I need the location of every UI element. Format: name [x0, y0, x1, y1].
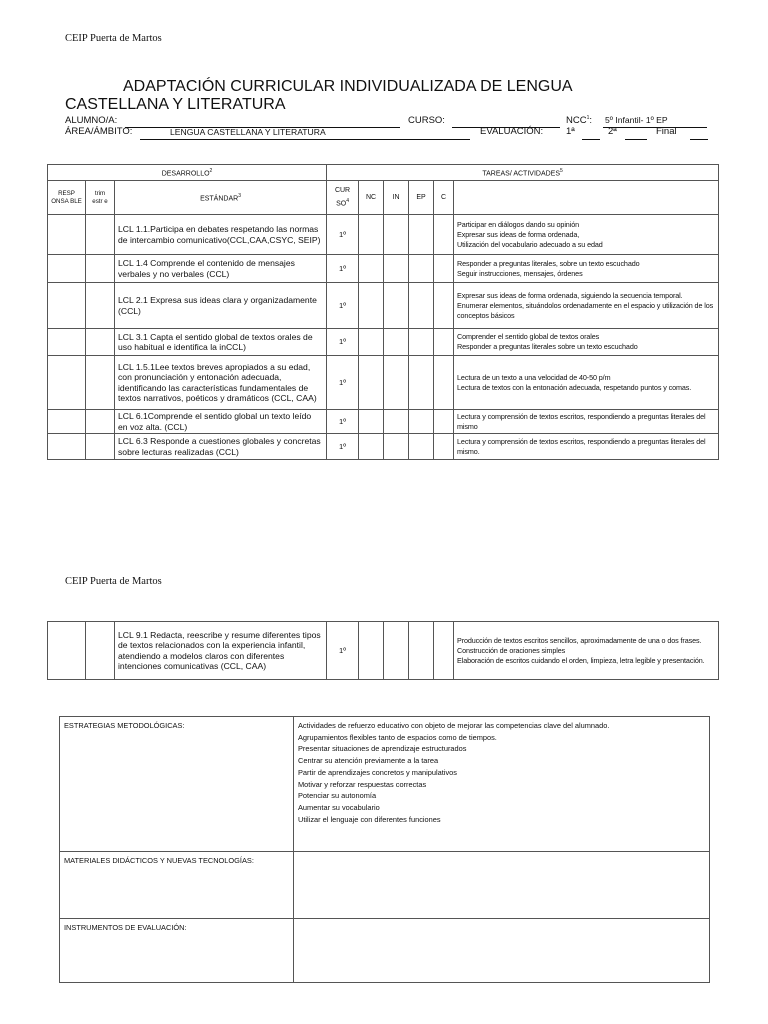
standards-table [47, 164, 719, 460]
curso-cell: 1º [327, 255, 359, 283]
cell-in[interactable] [384, 622, 409, 680]
table-row [48, 622, 719, 680]
cell-c[interactable] [434, 255, 454, 283]
cell-c[interactable] [434, 283, 454, 329]
materiales-label: MATERIALES DIDÁCTICOS Y NUEVAS TECNOLOGÍAS: [60, 852, 294, 919]
alumno-label: ALUMNO/A: [65, 115, 118, 126]
tareas-cell: Producción de textos escritos sencillos, aproximadamente de una o dos frases. Construcción de oraciones simples Elaboración de escritos cuidando el orden, limpieza, letra legible y presentación. [454, 622, 719, 680]
estandar-cell: LCL 3.1 Capta el sentido global de textos orales de uso habitual e identifica la inCCL) [115, 329, 327, 356]
cell-trimestre[interactable] [86, 329, 115, 356]
cell-nc[interactable] [359, 410, 384, 434]
eval-2-label: 2ª [608, 126, 617, 137]
table-row [48, 329, 719, 356]
cell-ep[interactable] [409, 283, 434, 329]
ncc-underline [603, 127, 707, 128]
col-curso: CUR $SO^4$ [327, 181, 359, 215]
school-name-page2: CEIP Puerta de Martos [65, 576, 162, 587]
estandar-cell: LCL 6.3 Responde a cuestiones globales y concretas sobre lecturas realizadas (CCL) [115, 434, 327, 460]
eval-final-label: Final [656, 126, 677, 137]
cell-responsable[interactable] [48, 329, 86, 356]
cell-trimestre[interactable] [86, 410, 115, 434]
col-responsable: RESP ONSA BLE [48, 181, 86, 215]
tareas-header: TAREAS/ ACTIVIDADES$^5$ [327, 165, 719, 181]
cell-ep[interactable] [409, 329, 434, 356]
tareas-cell: Expresar sus ideas de forma ordenada, siguiendo la secuencia temporal. Enumerar elementos, situándolos ordenadamente en el espacio y utilización de los conceptos básicos [454, 283, 719, 329]
estrategias-content: Actividades de refuerzo educativo con objeto de mejorar las competencias clave del alumnado. Agrupamientos flexibles tanto de espacios como de tiempos. Presentar situaciones de aprendizaje estructurados Centrar su atención previamente a la tarea Partir de aprendizajes concretos y manipulativos Motivar y reforzar respuestas correctas Potenciar su autonomía Aumentar su vocabulario Utilizar el lenguaje con diferentes funciones [294, 717, 710, 852]
cell-nc[interactable] [359, 356, 384, 410]
ncc-label: NCC$^1$: [566, 115, 593, 127]
cell-trimestre[interactable] [86, 283, 115, 329]
area-value: LENGUA CASTELLANA Y LITERATURA [170, 127, 326, 137]
cell-in[interactable] [384, 410, 409, 434]
curso-cell: 1º [327, 283, 359, 329]
area-underline [140, 139, 470, 140]
cell-c[interactable] [434, 329, 454, 356]
col-ep: EP [409, 181, 434, 215]
cell-responsable[interactable] [48, 283, 86, 329]
cell-in[interactable] [384, 215, 409, 255]
cell-responsable[interactable] [48, 255, 86, 283]
cell-in[interactable] [384, 434, 409, 460]
tareas-cell: Responder a preguntas literales, sobre un texto escuchado Seguir instrucciones, mensajes, órdenes [454, 255, 719, 283]
cell-c[interactable] [434, 622, 454, 680]
cell-ep[interactable] [409, 622, 434, 680]
area-label: ÁREA/ÁMBITO: [65, 126, 133, 137]
cell-trimestre[interactable] [86, 622, 115, 680]
cell-nc[interactable] [359, 434, 384, 460]
table-row [48, 410, 719, 434]
cell-ep[interactable] [409, 434, 434, 460]
cell-c[interactable] [434, 410, 454, 434]
col-tareas-blank [454, 181, 719, 215]
curso-cell: 1º [327, 622, 359, 680]
eval-1-field[interactable] [582, 139, 600, 140]
title-line-1: ADAPTACIÓN CURRICULAR INDIVIDUALIZADA DE LENGUA [123, 78, 573, 95]
curso-cell: 1º [327, 410, 359, 434]
table-row [48, 255, 719, 283]
cell-ep[interactable] [409, 356, 434, 410]
eval-2-field[interactable] [625, 139, 647, 140]
cell-responsable[interactable] [48, 215, 86, 255]
curso-cell: 1º [327, 434, 359, 460]
cell-in[interactable] [384, 356, 409, 410]
table-row [48, 283, 719, 329]
cell-responsable[interactable] [48, 410, 86, 434]
page-title [65, 78, 665, 114]
curso-cell: 1º [327, 356, 359, 410]
cell-ep[interactable] [409, 410, 434, 434]
cell-responsable[interactable] [48, 356, 86, 410]
cell-trimestre[interactable] [86, 215, 115, 255]
cell-in[interactable] [384, 283, 409, 329]
table-row [48, 356, 719, 410]
cell-trimestre[interactable] [86, 434, 115, 460]
cell-c[interactable] [434, 215, 454, 255]
cell-c[interactable] [434, 356, 454, 410]
standards-table-continued [47, 621, 719, 680]
tareas-cell: Lectura y comprensión de textos escritos, respondiendo a preguntas literales del mismo [454, 410, 719, 434]
cell-nc[interactable] [359, 283, 384, 329]
curso-cell: 1º [327, 329, 359, 356]
cell-trimestre[interactable] [86, 255, 115, 283]
cell-in[interactable] [384, 329, 409, 356]
instrumentos-content[interactable] [294, 919, 710, 983]
estandar-cell: LCL 1.4 Comprende el contenido de mensajes verbales y no verbales (CCL) [115, 255, 327, 283]
table-row [48, 434, 719, 460]
cell-trimestre[interactable] [86, 356, 115, 410]
materiales-content[interactable] [294, 852, 710, 919]
estandar-cell: LCL 1.1.Participa en debates respetando las normas de intercambio comunicativo(CCL,CAA,CSYC, SEIP) [115, 215, 327, 255]
curso-label: CURSO: [408, 115, 445, 126]
cell-responsable[interactable] [48, 622, 86, 680]
estandar-cell: LCL 6.1Comprende el sentido global un texto leído en voz alta. (CCL) [115, 410, 327, 434]
tareas-cell: Participar en diálogos dando su opinión Expresar sus ideas de forma ordenada, Utilización del vocabulario adecuado a su edad [454, 215, 719, 255]
tareas-cell: Comprender el sentido global de textos orales Responder a preguntas literales sobre un texto escuchado [454, 329, 719, 356]
cell-nc[interactable] [359, 329, 384, 356]
table-row [48, 215, 719, 255]
tareas-cell: Lectura de un texto a una velocidad de 40-50 p/m Lectura de textos con la entonación adecuada, respetando puntos y comas. [454, 356, 719, 410]
estandar-cell: LCL 1.5.1Lee textos breves apropiados a su edad, con pronunciación y entonación adecuada, identificando las características fundamentales de textos narrativos, poéticos y dramáticos (CCL, CAA) [115, 356, 327, 410]
estandar-cell: LCL 2.1 Expresa sus ideas clara y organizadamente (CCL) [115, 283, 327, 329]
eval-1-label: 1ª [566, 126, 575, 137]
col-c: C [434, 181, 454, 215]
cell-nc[interactable] [359, 255, 384, 283]
curso-cell: 1º [327, 215, 359, 255]
strategies-table [59, 716, 710, 983]
cell-c[interactable] [434, 434, 454, 460]
title-line-2: CASTELLANA Y LITERATURA [65, 96, 286, 113]
col-in: IN [384, 181, 409, 215]
cell-in[interactable] [384, 255, 409, 283]
tareas-cell: Lectura y comprensión de textos escritos, respondiendo a preguntas literales del mismo. [454, 434, 719, 460]
cell-ep[interactable] [409, 255, 434, 283]
cell-nc[interactable] [359, 622, 384, 680]
col-estandar: ESTÁNDAR$^3$ [115, 181, 327, 215]
col-nc: NC [359, 181, 384, 215]
cell-ep[interactable] [409, 215, 434, 255]
evaluacion-label: EVALUACIÓN: [480, 126, 544, 137]
estrategias-label: ESTRATEGIAS METODOLÓGICAS: [60, 717, 294, 852]
instrumentos-label: INSTRUMENTOS DE EVALUACIÓN: [60, 919, 294, 983]
estandar-cell: LCL 9.1 Redacta, reescribe y resume diferentes tipos de textos relacionados con la experiencia infantil, atendiendo a modelos claros con diferentes intenciones comunicativas (CCL, CAA) [115, 622, 327, 680]
desarrollo-header: DESARROLLO$^2$ [48, 165, 327, 181]
school-name: CEIP Puerta de Martos [65, 33, 162, 44]
eval-final-field[interactable] [690, 139, 708, 140]
ncc-value: 5º Infantil- 1º EP [605, 115, 668, 125]
cell-responsable[interactable] [48, 434, 86, 460]
col-trimestre: trim estr e [86, 181, 115, 215]
cell-nc[interactable] [359, 215, 384, 255]
